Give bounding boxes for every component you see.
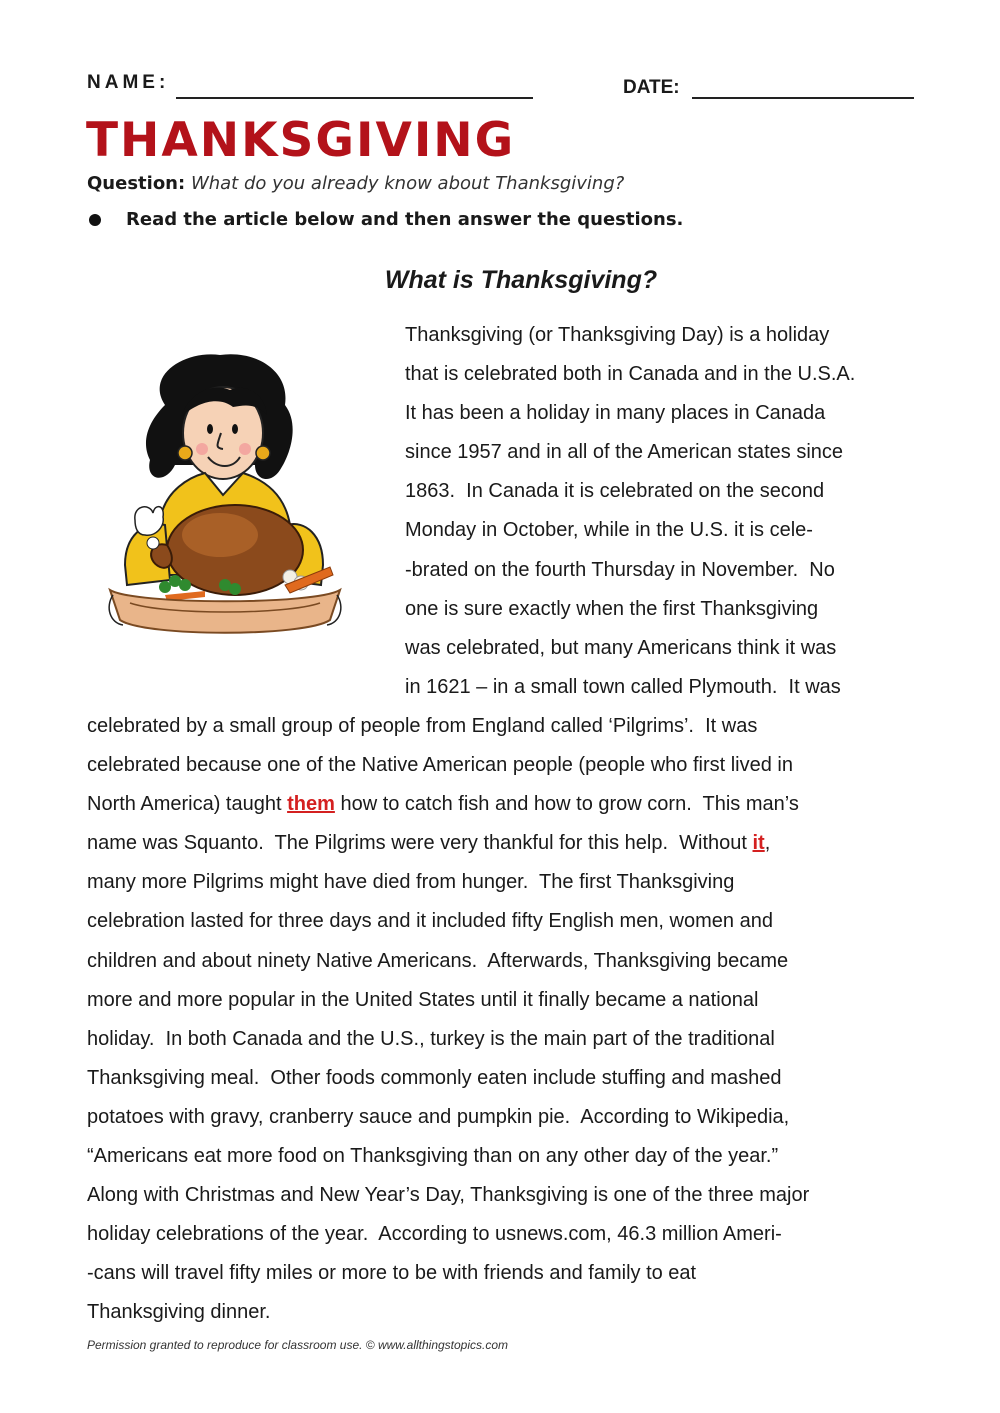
highlight-them: them: [287, 793, 335, 816]
article-line: potatoes with gravy, cranberry sauce and pumpkin pie. According to Wikipedia,: [87, 1105, 790, 1128]
line-text: name was Squanto. The Pilgrims were very thankful for this help. Without: [87, 832, 753, 855]
article-line: “Americans eat more food on Thanksgiving than on any other day of the year.”: [87, 1144, 779, 1167]
article-line: since 1957 and in all of the American states since: [405, 441, 844, 464]
article-line: more and more popular in the United States until it finally became a national: [87, 988, 759, 1011]
date-blank-line[interactable]: [692, 97, 914, 99]
article-line: holiday celebrations of the year. According to usnews.com, 46.3 million Ameri-: [87, 1223, 782, 1246]
article-line: that is celebrated both in Canada and in the U.S.A.: [405, 363, 856, 386]
article-line: Monday in October, while in the U.S. it is cele-: [405, 519, 813, 542]
line-text: North America) taught: [87, 793, 288, 816]
article-line: Thanksgiving dinner.: [87, 1301, 271, 1324]
question: [87, 173, 624, 194]
name-blank-line[interactable]: [176, 97, 533, 99]
line-text: ,: [764, 832, 771, 855]
bullet-icon: [89, 214, 101, 226]
article-line: 1863. In Canada it is celebrated on the second: [405, 480, 825, 503]
article-line: Along with Christmas and New Year’s Day, Thanksgiving is one of the three major: [87, 1184, 810, 1207]
name-label: NAME:: [87, 72, 170, 93]
highlight-it: it: [752, 832, 765, 855]
article-line: Thanksgiving meal. Other foods commonly eaten include stuffing and mashed: [87, 1066, 782, 1089]
article-line: celebration lasted for three days and it included fifty English men, women and: [87, 910, 773, 933]
article-line: -brated on the fourth Thursday in November. No: [405, 558, 835, 581]
instruction: Read the article below and then answer the questions.: [126, 209, 684, 230]
article-line: It has been a holiday in many places in Canada: [405, 402, 826, 425]
article-body: [87, 316, 987, 1332]
article-line: children and about ninety Native Americans. Afterwards, Thanksgiving became: [87, 949, 789, 972]
article-line: celebrated because one of the Native American people (people who first lived in: [87, 754, 793, 777]
page-title: THANKSGIVING: [86, 113, 516, 168]
article-line: -cans will travel fifty miles or more to be with friends and family to eat: [87, 1262, 697, 1285]
question-label: Question:: [87, 173, 186, 194]
article-line-them: [87, 785, 987, 824]
article-line: holiday. In both Canada and the U.S., turkey is the main part of the traditional: [87, 1027, 775, 1050]
article-line: celebrated by a small group of people from England called ‘Pilgrims’. It was: [87, 714, 758, 737]
footer-credit: Permission granted to reproduce for classroom use. © www.allthingstopics.com: [87, 1338, 509, 1352]
article-line-it: [87, 824, 987, 863]
line-text: how to catch fish and how to grow corn. This man’s: [334, 793, 799, 816]
article-line: was celebrated, but many Americans think it was: [405, 636, 837, 659]
article-line: many more Pilgrims might have died from hunger. The first Thanksgiving: [87, 871, 735, 894]
article-title: What is Thanksgiving?: [384, 266, 658, 294]
article-line: one is sure exactly when the first Thanksgiving: [405, 597, 819, 620]
question-text: What do you already know about Thanksgiving?: [190, 173, 625, 194]
article-line: Thanksgiving (or Thanksgiving Day) is a holiday: [405, 324, 830, 346]
date-label: DATE:: [623, 77, 680, 98]
article-line: in 1621 – in a small town called Plymouth. It was: [405, 675, 841, 698]
